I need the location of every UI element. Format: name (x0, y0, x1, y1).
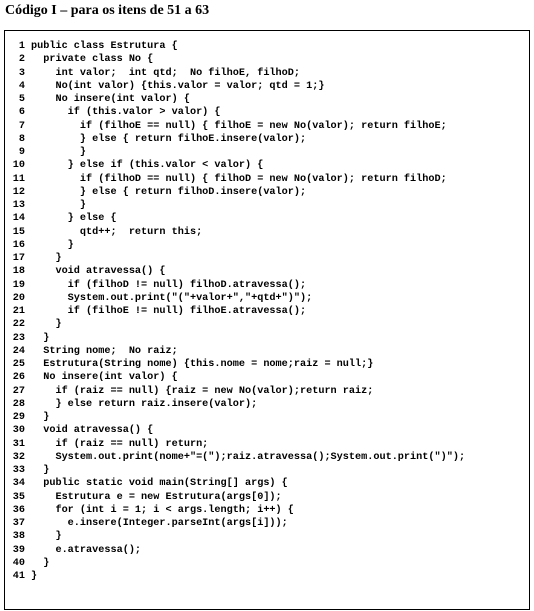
line-code: public static void main(String[] args) { (31, 478, 288, 490)
code-line (5, 212, 529, 225)
code-line (5, 80, 529, 93)
code-line (5, 318, 529, 331)
line-code: if (filhoD == null) { filhoD = new No(valor); return filhoD; (31, 173, 447, 185)
line-number: 30 (12, 425, 25, 437)
code-line (5, 252, 529, 265)
line-code: } (31, 147, 87, 158)
code-line (5, 186, 529, 199)
line-code: void atravessa() { (31, 425, 154, 437)
code-line (5, 398, 529, 411)
line-number: 13 (12, 200, 25, 211)
line-number: 28 (12, 398, 25, 410)
code-line (5, 93, 529, 106)
line-number: 3 (18, 67, 25, 79)
line-number: 25 (12, 359, 25, 370)
line-number: 17 (12, 253, 25, 264)
line-code: void atravessa() { (31, 266, 166, 278)
code-line (5, 544, 529, 557)
code-line (5, 239, 529, 252)
code-line (5, 345, 529, 358)
code-line (5, 159, 529, 172)
line-number: 8 (18, 133, 25, 145)
line-code: } (31, 200, 87, 211)
code-line (5, 517, 529, 530)
line-number: 36 (12, 504, 25, 516)
code-line (5, 371, 529, 384)
line-code: public class Estrutura { (31, 41, 178, 52)
line-code: } else return raiz.insere(valor); (31, 398, 258, 410)
code-line (5, 146, 529, 159)
line-code: if (raiz == null) return; (31, 438, 209, 450)
line-number: 21 (12, 306, 25, 317)
line-code: No insere(int valor) { (31, 372, 178, 384)
line-number: 1 (18, 41, 25, 52)
line-number: 33 (12, 465, 25, 476)
line-code: } (31, 253, 62, 264)
code-line (5, 530, 529, 543)
line-number: 39 (12, 544, 25, 556)
line-number: 31 (12, 438, 25, 450)
code-line (5, 557, 529, 570)
line-number: 23 (12, 332, 25, 344)
line-number: 29 (12, 412, 25, 423)
code-line (5, 491, 529, 504)
line-code: if (raiz == null) {raiz = new No(valor);return raiz; (31, 385, 374, 397)
code-line (5, 385, 529, 398)
line-number: 19 (12, 279, 25, 291)
line-code: for (int i = 1; i < args.length; i++) { (31, 504, 294, 516)
line-number: 35 (12, 491, 25, 503)
line-code: e.insere(Integer.parseInt(args[i])); (31, 518, 288, 529)
line-number: 18 (12, 266, 25, 278)
code-line (5, 477, 529, 490)
line-code: if (filhoE != null) filhoE.atravessa(); (31, 306, 307, 317)
code-line (5, 53, 529, 66)
line-code: } (31, 465, 50, 476)
code-line (5, 438, 529, 451)
line-code: } else if (this.valor < valor) { (31, 160, 264, 172)
line-code: Estrutura e = new Estrutura(args[0]); (31, 491, 282, 503)
code-line (5, 133, 529, 146)
line-code: Estrutura(String nome) {this.nome = nome;raiz = null;} (31, 359, 374, 370)
code-line (5, 40, 529, 53)
line-number: 9 (18, 147, 25, 158)
line-code: if (this.valor > valor) { (31, 107, 221, 119)
code-line (5, 120, 529, 133)
line-code: String nome; No raiz; (31, 345, 178, 357)
line-code: } (31, 571, 38, 582)
line-number: 2 (18, 54, 25, 66)
line-number: 4 (18, 80, 25, 92)
line-number: 38 (12, 531, 25, 543)
code-line (5, 424, 529, 437)
code-line (5, 226, 529, 239)
line-code: if (filhoD != null) filhoD.atravessa(); (31, 279, 307, 291)
line-code: int valor; int qtd; No filhoE, filhoD; (31, 67, 300, 79)
code-line (5, 570, 529, 583)
code-line (5, 279, 529, 292)
code-line (5, 199, 529, 212)
line-code: } else { return filhoD.insere(valor); (31, 186, 307, 198)
line-number: 7 (18, 120, 25, 132)
code-line (5, 106, 529, 119)
line-code: } (31, 557, 50, 569)
line-number: 40 (12, 557, 25, 569)
code-line (5, 332, 529, 345)
line-number: 27 (12, 385, 25, 397)
line-number: 5 (18, 94, 25, 105)
code-line (5, 358, 529, 371)
line-number: 12 (12, 186, 25, 198)
line-code: } (31, 332, 50, 344)
code-line (5, 411, 529, 424)
line-code: System.out.print(nome+"=(");raiz.atravessa();System.out.print(")"); (31, 451, 466, 463)
line-number: 20 (12, 292, 25, 304)
code-line (5, 305, 529, 318)
code-line (5, 504, 529, 517)
code-line (5, 464, 529, 477)
line-code: } (31, 319, 62, 331)
line-number: 16 (12, 239, 25, 251)
line-number: 37 (12, 518, 25, 529)
code-line (5, 173, 529, 186)
line-code: private class No { (31, 54, 154, 66)
line-number: 11 (12, 173, 25, 185)
line-number: 22 (12, 319, 25, 331)
line-code: System.out.print("("+valor+","+qtd+")"); (31, 292, 313, 304)
line-number: 32 (12, 451, 25, 463)
line-code: } (31, 412, 50, 423)
code-line (5, 451, 529, 464)
page-title: Código I – para os itens de 51 a 63 (5, 3, 210, 18)
line-code: } (31, 531, 62, 543)
line-number: 15 (12, 226, 25, 238)
line-code: if (filhoE == null) { filhoE = new No(valor); return filhoE; (31, 120, 447, 132)
line-number: 14 (12, 213, 25, 225)
line-code: qtd++; return this; (31, 226, 203, 238)
line-number: 26 (12, 372, 25, 384)
code-line (5, 67, 529, 80)
line-code: } (31, 239, 74, 251)
line-number: 34 (12, 478, 25, 490)
line-number: 6 (18, 107, 25, 119)
code-line (5, 292, 529, 305)
line-code: } else { return filhoE.insere(valor); (31, 133, 307, 145)
line-code: e.atravessa(); (31, 544, 142, 556)
line-number: 10 (12, 160, 25, 172)
code-listing (4, 30, 530, 610)
line-code: No insere(int valor) { (31, 94, 190, 105)
code-line (5, 265, 529, 278)
line-code: No(int valor) {this.valor = valor; qtd = 1;} (31, 80, 325, 92)
line-number: 24 (12, 345, 25, 357)
line-code: } else { (31, 213, 117, 225)
line-number: 41 (12, 571, 25, 582)
